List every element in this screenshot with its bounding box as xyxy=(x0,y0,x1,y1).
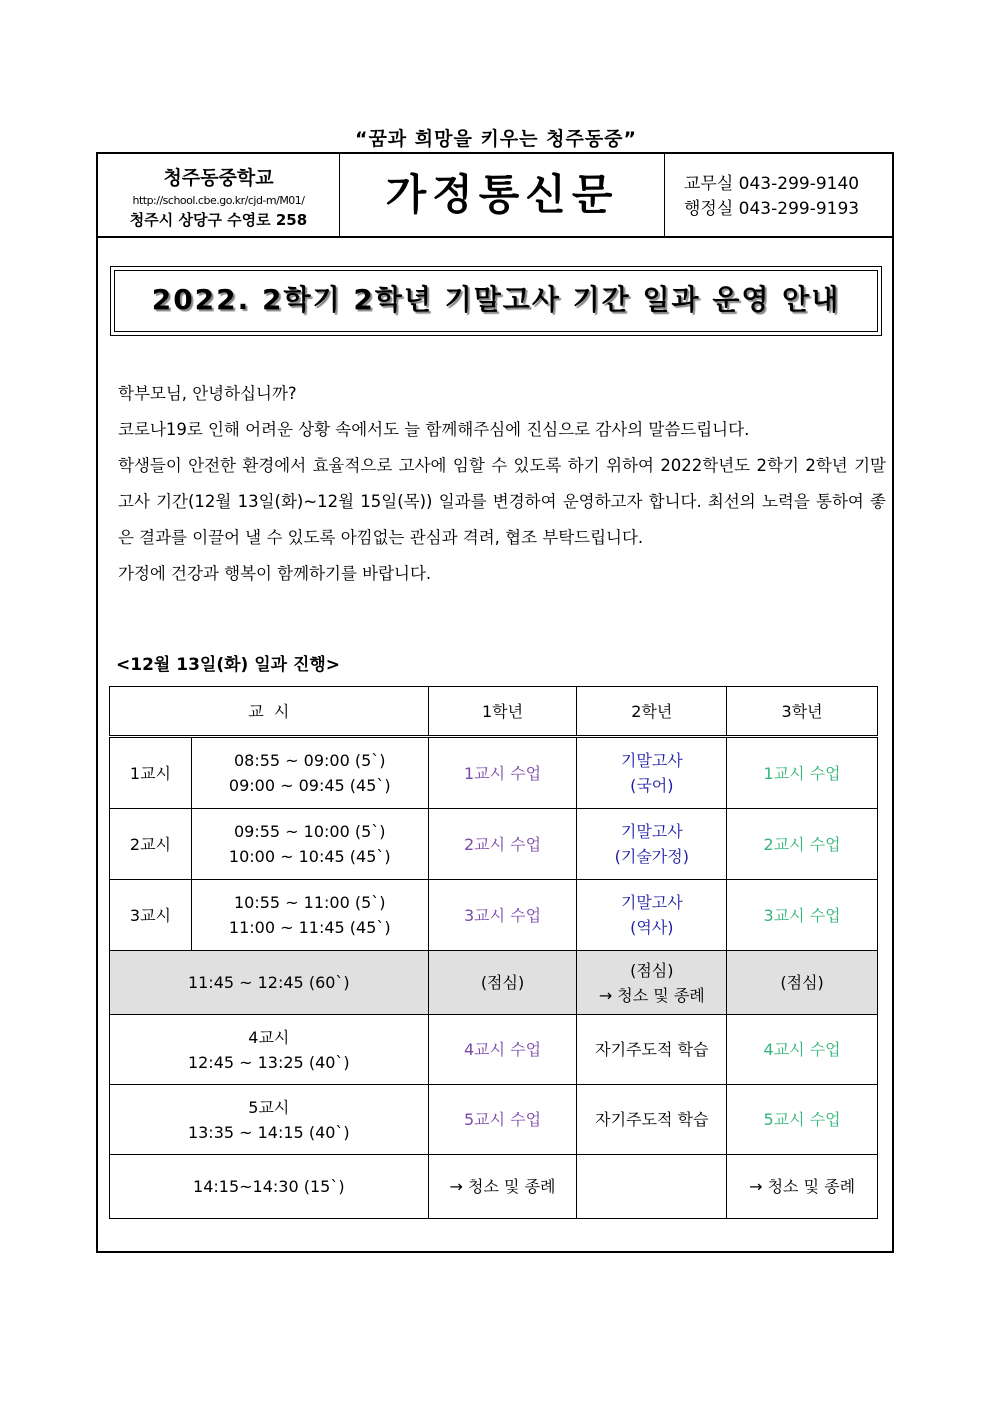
period-label: 3교시 xyxy=(110,880,192,951)
period-time xyxy=(110,1015,429,1085)
grade1-cell: 3교시 수업 xyxy=(428,880,577,951)
period-label: 4교시 xyxy=(248,1027,290,1047)
schedule-table xyxy=(109,686,878,1219)
time-line: 09:00 ~ 09:45 (45`) xyxy=(228,776,391,795)
table-row xyxy=(110,880,878,951)
letter-body xyxy=(108,376,886,592)
grade2-cell xyxy=(577,880,727,951)
exam-label: 기말고사 xyxy=(620,822,683,841)
paragraph: 학생들이 안전한 환경에서 효율적으로 고사에 임할 수 있도록 하기 위하여 2022학년도 2학기 2학년 기말고사 기간(12월 13일(화)~12월 15일(목)) 일과를 변경하여 운영하고자 합니다. 최선의 노력을 통하여 좋은 결과를 이끌어 낼 수 있도록 아낌없는 관심과 격려, 협조 부탁드립니다. xyxy=(118,456,886,547)
time-line: 08:55 ~ 09:00 (5`) xyxy=(233,751,386,770)
grade2-cell xyxy=(577,951,727,1015)
period-time xyxy=(191,809,428,880)
slogan: “꿈과 희망을 키우는 청주동중” xyxy=(354,128,638,150)
contact-phones xyxy=(684,172,859,222)
table-row xyxy=(110,1015,878,1085)
lunch-time: 11:45 ~ 12:45 (60`) xyxy=(110,951,429,1015)
grade3-cell: 5교시 수업 xyxy=(727,1085,878,1155)
school-info xyxy=(98,154,340,236)
time-line: 09:55 ~ 10:00 (5`) xyxy=(233,822,386,841)
time-line: 10:00 ~ 10:45 (45`) xyxy=(228,847,391,866)
grade1-cell: 2교시 수업 xyxy=(428,809,577,880)
table-row xyxy=(110,1085,878,1155)
grade3-cell: 4교시 수업 xyxy=(727,1015,878,1085)
exam-subject: (국어) xyxy=(630,776,674,795)
exam-subject: (역사) xyxy=(630,918,674,937)
grade2-cell: 자기주도적 학습 xyxy=(577,1015,727,1085)
grade1-cell: → 청소 및 종례 xyxy=(428,1155,577,1219)
exam-subject: (기술가정) xyxy=(614,847,689,866)
grade3-cell: 2교시 수업 xyxy=(727,809,878,880)
table-header-row xyxy=(110,687,878,737)
grade2-cell xyxy=(577,737,727,809)
period-time xyxy=(191,737,428,809)
schedule-heading: <12월 13일(화) 일과 진행> xyxy=(116,655,341,675)
header-grade3: 3학년 xyxy=(727,687,878,737)
phone-office: 교무실 043-299-9140 xyxy=(684,174,860,194)
grade3-cell: 1교시 수업 xyxy=(727,737,878,809)
newsletter-title: 가정통신문 xyxy=(340,154,665,236)
period-label: 2교시 xyxy=(110,809,192,880)
exam-label: 기말고사 xyxy=(620,751,683,770)
period-label: 1교시 xyxy=(110,737,192,809)
table-row xyxy=(110,1155,878,1219)
grade2-cell: 자기주도적 학습 xyxy=(577,1085,727,1155)
notice-title: 2022. 2학기 2학년 기말고사 기간 일과 운영 안내 xyxy=(114,270,878,332)
header-grade2: 2학년 xyxy=(577,687,727,737)
period-time xyxy=(191,880,428,951)
period-time: 14:15~14:30 (15`) xyxy=(110,1155,429,1219)
grade2-cell xyxy=(577,1155,727,1219)
lunch-row xyxy=(110,951,878,1015)
grade1-cell: 1교시 수업 xyxy=(428,737,577,809)
period-time xyxy=(110,1085,429,1155)
newsletter-frame xyxy=(96,152,894,1253)
cleanup-label: → 청소 및 종례 xyxy=(598,985,705,1005)
grade3-cell: (점심) xyxy=(727,951,878,1015)
period-label: 5교시 xyxy=(248,1097,290,1117)
grade3-cell: 3교시 수업 xyxy=(727,880,878,951)
time-line: 10:55 ~ 11:00 (5`) xyxy=(233,893,386,912)
header-period: 교 시 xyxy=(110,687,429,737)
time-line: 11:00 ~ 11:45 (45`) xyxy=(228,918,391,937)
grade2-cell xyxy=(577,809,727,880)
exam-label: 기말고사 xyxy=(620,893,683,912)
closing: 가정에 건강과 행복이 함께하기를 바랍니다. xyxy=(118,564,432,583)
school-address: 청주시 상당구 수영로 258 xyxy=(129,211,308,229)
paragraph: 코로나19로 인해 어려운 상황 속에서도 늘 함께해주심에 진심으로 감사의 말씀드립니다. xyxy=(118,420,750,439)
notice-title-box xyxy=(110,266,882,336)
table-row xyxy=(110,809,878,880)
grade1-cell: (점심) xyxy=(428,951,577,1015)
grade3-cell: → 청소 및 종례 xyxy=(727,1155,878,1219)
grade1-cell: 4교시 수업 xyxy=(428,1015,577,1085)
table-row xyxy=(110,737,878,809)
school-url[interactable]: http://school.cbe.go.kr/cjd-m/M01/ xyxy=(132,194,305,207)
grade1-cell: 5교시 수업 xyxy=(428,1085,577,1155)
lunch-label: (점심) xyxy=(630,960,674,980)
school-name: 청주동중학교 xyxy=(163,167,274,189)
header xyxy=(98,154,892,238)
time-line: 13:35 ~ 14:15 (40`) xyxy=(187,1122,350,1142)
greeting: 학부모님, 안녕하십니까? xyxy=(118,384,297,403)
phone-admin: 행정실 043-299-9193 xyxy=(684,199,860,219)
time-line: 12:45 ~ 13:25 (40`) xyxy=(187,1052,350,1072)
header-grade1: 1학년 xyxy=(428,687,577,737)
